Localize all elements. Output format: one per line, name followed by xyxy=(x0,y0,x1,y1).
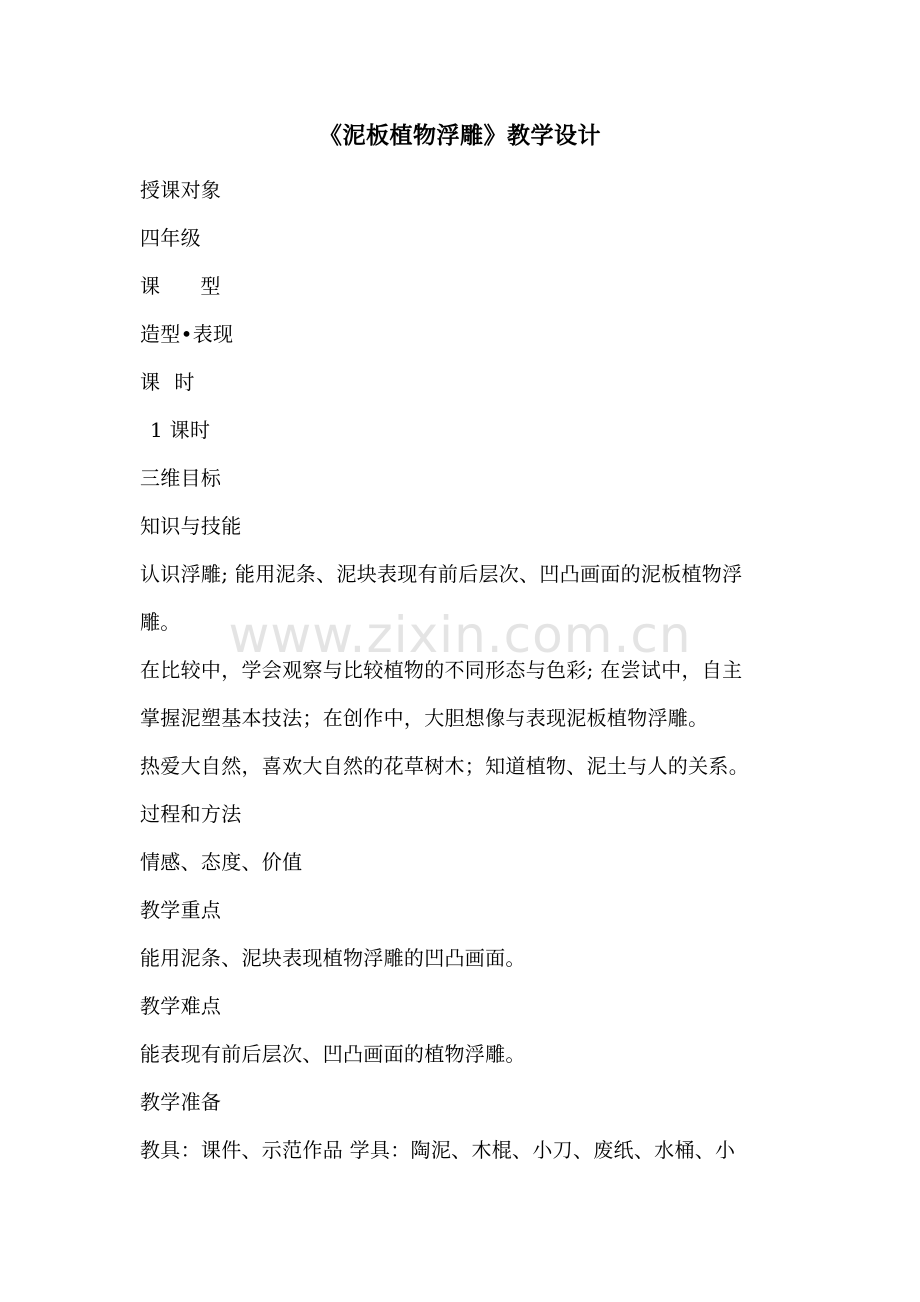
text-line xyxy=(140,262,790,310)
paragraph-line: 雕。 xyxy=(140,610,181,634)
document-title: 《泥板植物浮雕》教学设计 xyxy=(319,122,601,149)
text-fragment: 时 xyxy=(174,370,195,394)
document-body xyxy=(140,166,790,1174)
section-heading: 教学重点 xyxy=(140,898,222,922)
text-line: 四年级 xyxy=(140,226,201,250)
section-heading: 知识与技能 xyxy=(140,514,242,538)
paragraph-line: 掌握泥塑基本技法；在创作中，大胆想像与表现泥板植物浮雕。 xyxy=(140,706,709,730)
section-heading: 教学难点 xyxy=(140,994,222,1018)
paragraph-line: 热爱大自然，喜欢大自然的花草树木；知道植物、泥土与人的关系。 xyxy=(140,754,749,778)
text-line: 授课对象 xyxy=(140,178,222,202)
text-fragment: 型 xyxy=(200,274,221,298)
paragraph-line: 认识浮雕; 能用泥条、泥块表现有前后层次、凹凸画面的泥板植物浮 xyxy=(140,562,743,586)
section-heading: 过程和方法 xyxy=(140,802,242,826)
paragraph-line: 在比较中，学会观察与比较植物的不同形态与色彩; 在尝试中，自主 xyxy=(140,658,743,682)
text-fragment: 课 xyxy=(140,370,161,394)
paragraph-line: 教具：课件、示范作品 学具：陶泥、木棍、小刀、废纸、水桶、小 xyxy=(140,1138,736,1162)
section-heading: 情感、态度、价值 xyxy=(140,850,303,874)
text-line: 1 课时 xyxy=(150,418,211,442)
paragraph-line: 能表现有前后层次、凹凸画面的植物浮雕。 xyxy=(140,1042,526,1066)
text-line: 造型•表现 xyxy=(140,322,234,346)
text-line xyxy=(140,358,790,406)
watermark: www.zixin.com.cn xyxy=(228,606,692,664)
text-fragment: 课 xyxy=(140,274,161,298)
section-heading: 教学准备 xyxy=(140,1090,222,1114)
paragraph-line: 能用泥条、泥块表现植物浮雕的凹凸画面。 xyxy=(140,946,526,970)
section-heading: 三维目标 xyxy=(140,466,222,490)
